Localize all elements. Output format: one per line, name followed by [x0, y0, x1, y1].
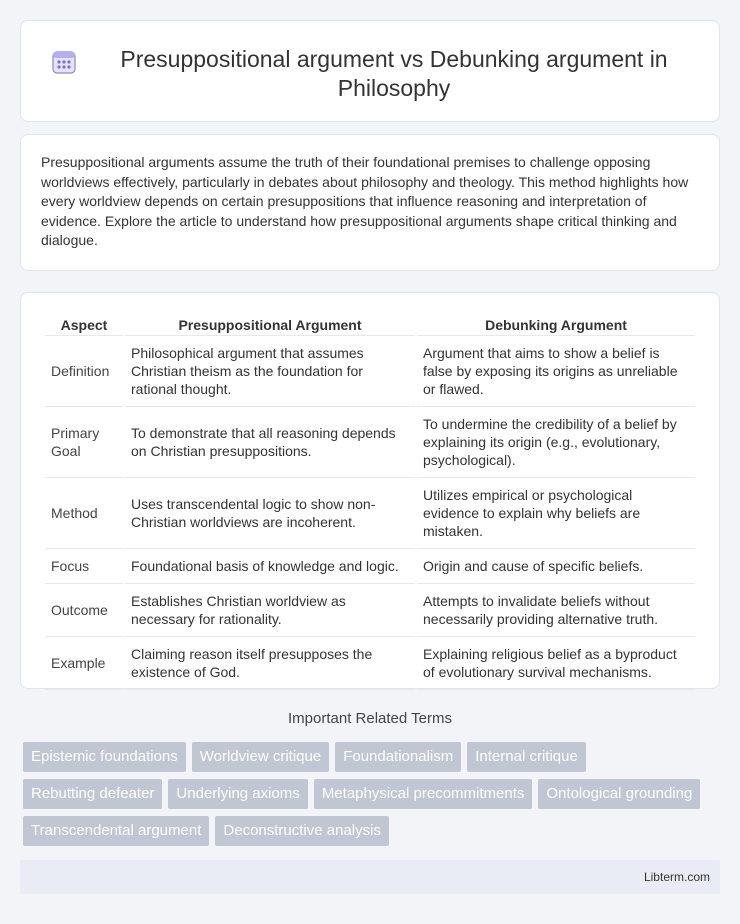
comparison-table — [43, 313, 697, 690]
row-debunking: Origin and cause of specific beliefs. — [417, 549, 695, 584]
header-debunking: Debunking Argument — [417, 313, 695, 336]
comparison-table-card — [20, 292, 720, 689]
term-tag[interactable]: Transcendental argument — [23, 816, 209, 846]
table-row — [45, 478, 695, 549]
term-tag[interactable]: Worldview critique — [192, 742, 329, 772]
row-presuppositional: Foundational basis of knowledge and logic. — [125, 549, 415, 584]
table-row — [45, 549, 695, 584]
table-header-row — [45, 313, 695, 336]
page-title: Presuppositional argument vs Debunking argument in Philosophy — [120, 46, 668, 101]
row-aspect: Definition — [45, 336, 123, 407]
row-debunking: Explaining religious belief as a byproduct of evolutionary survival mechanisms. — [417, 637, 695, 690]
footer — [20, 860, 720, 894]
row-debunking: Utilizes empirical or psychological evidence to explain why beliefs are mistaken. — [417, 478, 695, 549]
row-debunking: Attempts to invalidate beliefs without necessarily providing alternative truth. — [417, 584, 695, 637]
row-presuppositional: Philosophical argument that assumes Christian theism as the foundation for rational thought. — [125, 336, 415, 407]
term-tag[interactable]: Internal critique — [467, 742, 586, 772]
intro-text: Presuppositional arguments assume the truth of their foundational premises to challenge opposing worldviews effectively, particularly in debates about philosophy and theology. This method highlights how every worldview depends on certain presuppositions that influence reasoning and interpretation of evidence. Explore the article to understand how presuppositional arguments shape critical thinking and dialogue. — [41, 154, 689, 248]
term-tag[interactable]: Epistemic foundations — [23, 742, 186, 772]
footer-site-link[interactable]: Libterm.com — [643, 870, 710, 884]
row-aspect: Outcome — [45, 584, 123, 637]
term-tag[interactable]: Metaphysical precommitments — [314, 779, 533, 809]
table-row — [45, 584, 695, 637]
term-tag[interactable]: Foundationalism — [335, 742, 461, 772]
row-presuppositional: Uses transcendental logic to show non-Christian worldviews are incoherent. — [125, 478, 415, 549]
row-aspect: Primary Goal — [45, 407, 123, 478]
row-aspect: Example — [45, 637, 123, 690]
row-presuppositional: Claiming reason itself presupposes the existence of God. — [125, 637, 415, 690]
row-aspect: Method — [45, 478, 123, 549]
table-row — [45, 637, 695, 690]
term-tag[interactable]: Deconstructive analysis — [215, 816, 389, 846]
row-presuppositional: To demonstrate that all reasoning depends on Christian presuppositions. — [125, 407, 415, 478]
related-terms-list — [23, 742, 723, 846]
intro-card — [20, 134, 720, 271]
term-tag[interactable]: Rebutting defeater — [23, 779, 162, 809]
row-debunking: Argument that aims to show a belief is false by exposing its origins as unreliable or flawed. — [417, 336, 695, 407]
calendar-icon — [51, 49, 77, 75]
table-row — [45, 407, 695, 478]
term-tag[interactable]: Underlying axioms — [168, 779, 307, 809]
header-aspect: Aspect — [45, 313, 123, 336]
related-terms-heading: Important Related Terms — [288, 710, 452, 727]
title-card — [20, 20, 720, 122]
term-tag[interactable]: Ontological grounding — [538, 779, 700, 809]
row-debunking: To undermine the credibility of a belief by explaining its origin (e.g., evolutionary, psychological). — [417, 407, 695, 478]
row-aspect: Focus — [45, 549, 123, 584]
header-presuppositional: Presuppositional Argument — [125, 313, 415, 336]
row-presuppositional: Establishes Christian worldview as necessary for rationality. — [125, 584, 415, 637]
table-row — [45, 336, 695, 407]
